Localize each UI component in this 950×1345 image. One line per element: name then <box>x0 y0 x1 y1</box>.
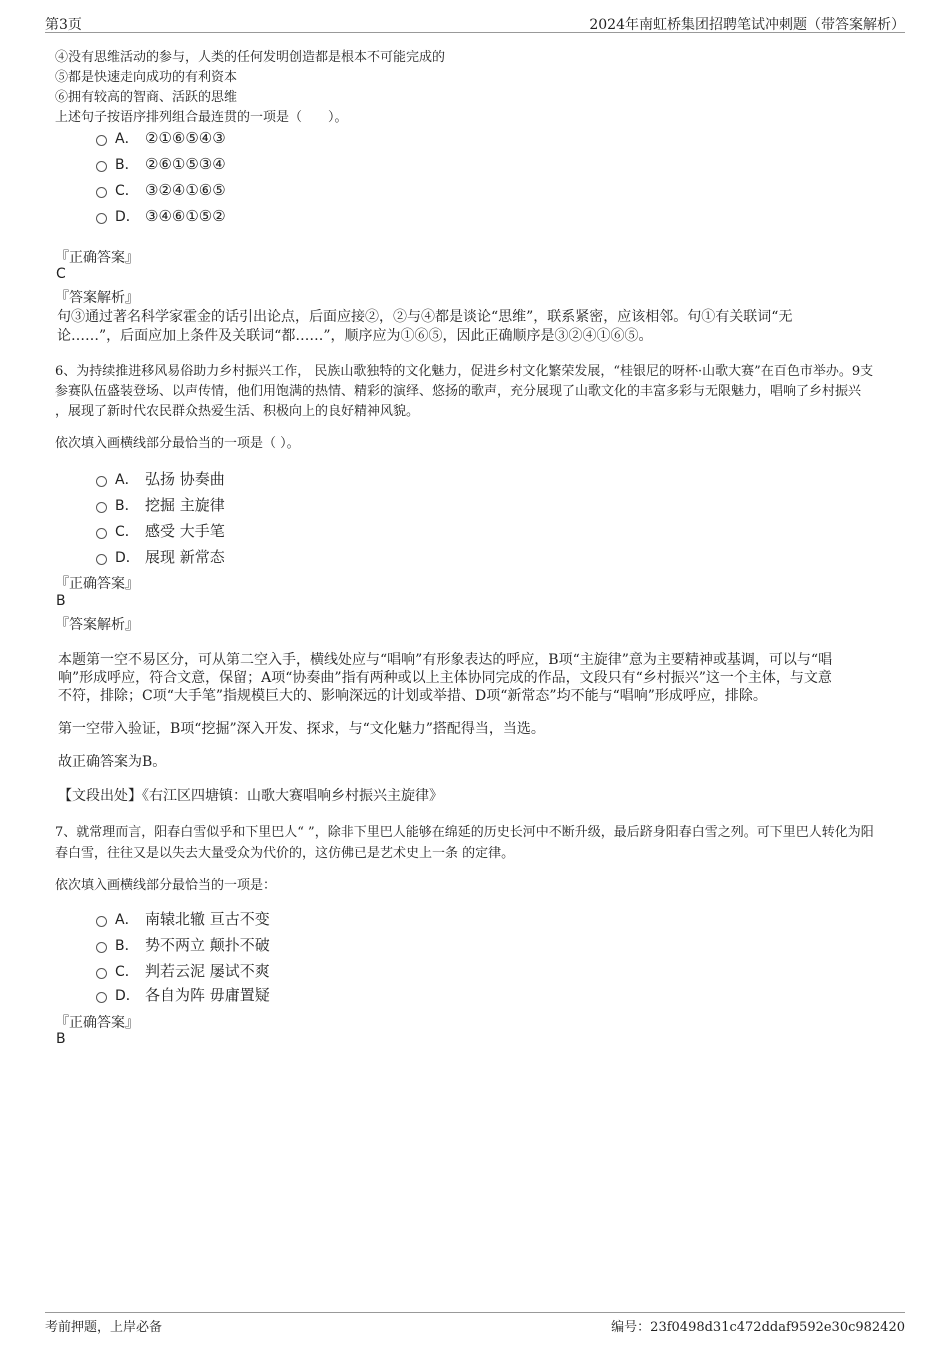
q6-option-b[interactable]: B． 挖掘 主旋律 <box>96 494 225 515</box>
q5-option-d[interactable]: D． ③④⑥①⑤② <box>96 206 226 226</box>
q7-option-b[interactable]: B． 势不两立 颠扑不破 <box>96 934 270 955</box>
q5-analysis-line1: 句③通过著名科学家霍金的话引出论点，后面应接②，②与④都是谈论“思维”，联系紧密，应该相邻。句①有关联词“无 <box>57 309 793 325</box>
q6-analysis-label: 『答案解析』 <box>55 617 139 633</box>
radio-icon[interactable] <box>96 213 107 224</box>
q7-option-c[interactable]: C． 判若云泥 屡试不爽 <box>96 960 270 981</box>
radio-icon[interactable] <box>96 528 107 539</box>
q5-answer-label: 『正确答案』 <box>55 250 139 266</box>
page-header <box>45 12 905 33</box>
q5-prompt: 上述句子按语序排列组合最连贯的一项是（ ）。 <box>55 110 348 125</box>
page-number: 第3页 <box>45 17 82 33</box>
radio-icon[interactable] <box>96 187 107 198</box>
q5-answer: C <box>56 266 66 282</box>
q6-analysis-p1-line2: 响”形成呼应，符合文意，保留；A项“协奏曲”指有两种或以上主体协同完成的作品，文段只有“乡村振兴”这一个主体，与文意 <box>58 670 832 686</box>
page-footer <box>45 1312 905 1335</box>
q5-item-6: ⑥拥有较高的智商、活跃的思维 <box>55 90 238 105</box>
q6-answer: B <box>56 593 66 609</box>
radio-icon[interactable] <box>96 968 107 979</box>
q7-stem-line2: 春白雪，往往又是以失去大量受众为代价的，这仿佛已是艺术史上一条 的定律。 <box>55 846 515 861</box>
q5-item-5: ⑤都是快速走向成功的有利资本 <box>55 70 238 85</box>
q7-option-d[interactable]: D． 各自为阵 毋庸置疑 <box>96 984 270 1005</box>
radio-icon[interactable] <box>96 161 107 172</box>
radio-icon[interactable] <box>96 942 107 953</box>
radio-icon[interactable] <box>96 135 107 146</box>
q6-stem-line3: ，展现了新时代农民群众热爱生活、积极向上的良好精神风貌。 <box>55 404 420 419</box>
q5-option-b[interactable]: B． ②⑥①⑤③④ <box>96 154 226 174</box>
q6-analysis-p3: 故正确答案为B。 <box>58 754 167 770</box>
q6-stem-line1: 6、为持续推进移风易俗助力乡村振兴工作， 民族山歌独特的文化魅力，促进乡村文化繁荣发展，“桂银尼的呀杯·山歌大赛”在百色市举办。9支 <box>55 364 874 379</box>
q6-option-d[interactable]: D． 展现 新常态 <box>96 546 225 567</box>
q7-answer: B <box>56 1031 66 1047</box>
q7-stem-line1: 7、就常理而言，阳春白雪似乎和下里巴人“ ”，除非下里巴人能够在绵延的历史长河中不断升级，最后跻身阳春白雪之列。可下里巴人转化为阳 <box>55 825 874 840</box>
q6-source: 【文段出处】《右江区四塘镇：山歌大赛唱响乡村振兴主旋律》 <box>58 788 443 804</box>
q6-prompt: 依次填入画横线部分最恰当的一项是（ ）。 <box>55 436 300 451</box>
radio-icon[interactable] <box>96 554 107 565</box>
q5-option-c[interactable]: C． ③②④①⑥⑤ <box>96 180 226 200</box>
q7-answer-label: 『正确答案』 <box>55 1015 139 1031</box>
q5-item-4: ④没有思维活动的参与，人类的任何发明创造都是根本不可能完成的 <box>55 50 446 65</box>
footer-slogan: 考前押题，上岸必备 <box>45 1320 163 1335</box>
q6-analysis-p1-line1: 本题第一空不易区分，可从第二空入手，横线处应与“唱响”有形象表达的呼应，B项“主旋律”意为主要精神或基调，可以与“唱 <box>58 652 833 668</box>
radio-icon[interactable] <box>96 916 107 927</box>
radio-icon[interactable] <box>96 502 107 513</box>
q6-option-a[interactable]: A． 弘扬 协奏曲 <box>96 468 225 489</box>
radio-icon[interactable] <box>96 476 107 487</box>
document-title: 2024年南虹桥集团招聘笔试冲刺题（带答案解析） <box>589 17 905 33</box>
q6-analysis-p2: 第一空带入验证，B项“挖掘”深入开发、探求，与“文化魅力”搭配得当，当选。 <box>58 721 545 737</box>
q6-stem-line2: 参赛队伍盛装登场、以声传情，他们用饱满的热情、精彩的演绎、悠扬的歌声，充分展现了山歌文化的丰富多彩与无限魅力，唱响了乡村振兴 <box>55 384 862 399</box>
q6-answer-label: 『正确答案』 <box>55 576 139 592</box>
q5-option-a[interactable]: A． ②①⑥⑤④③ <box>96 128 226 148</box>
q5-analysis-label: 『答案解析』 <box>55 290 139 306</box>
q6-analysis-p1-line3: 不符，排除；C项“大手笔”指规模巨大的、影响深远的计划或举措、D项“新常态”均不能与“唱响”形成呼应，排除。 <box>58 688 767 704</box>
q5-analysis-line2: 论……”，后面应加上条件及关联词“都……”，顺序应为①⑥⑤，因此正确顺序是③②④①⑥⑤。 <box>57 328 653 344</box>
document-id: 编号：23f0498d31c472ddaf9592e30c982420 <box>611 1320 905 1335</box>
q6-option-c[interactable]: C． 感受 大手笔 <box>96 520 225 541</box>
q7-prompt: 依次填入画横线部分最恰当的一项是： <box>55 878 277 893</box>
q7-option-a[interactable]: A． 南辕北辙 亘古不变 <box>96 908 270 929</box>
radio-icon[interactable] <box>96 992 107 1003</box>
